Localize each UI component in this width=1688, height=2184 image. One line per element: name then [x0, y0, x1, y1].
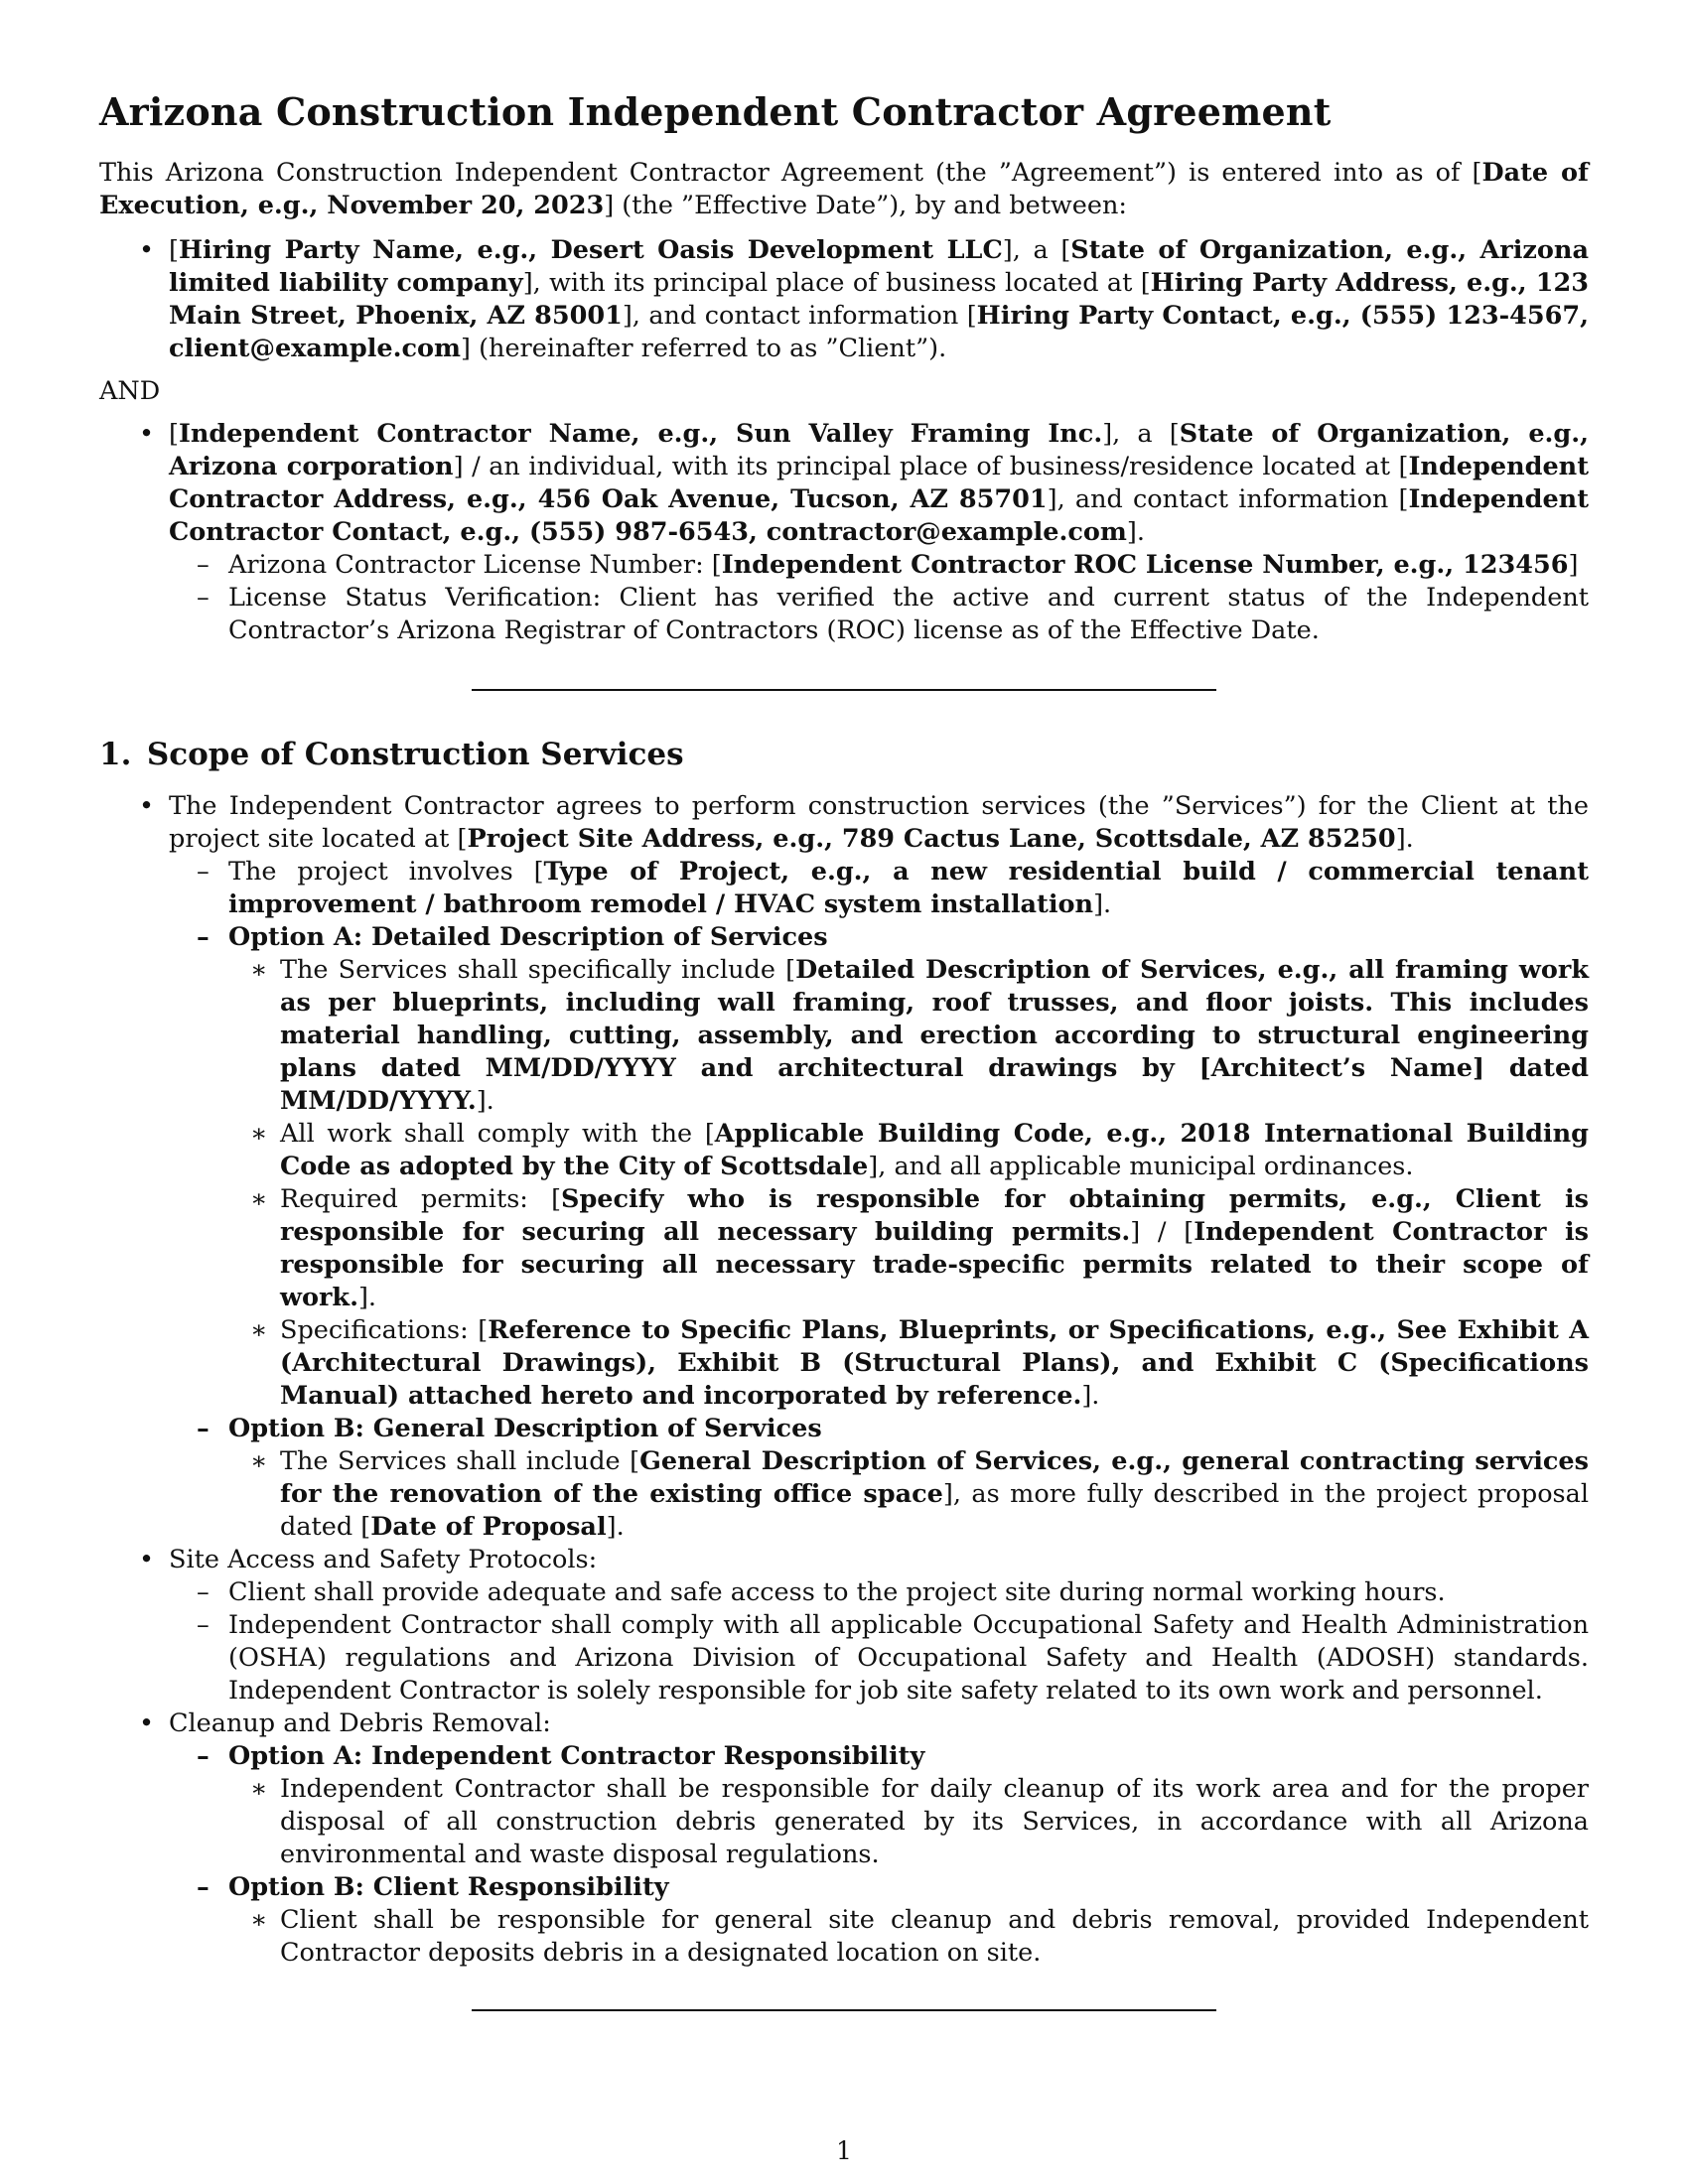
- option-b-item: [197, 1413, 1589, 1445]
- building-code-placeholder: Applicable Building Code, e.g., 2018 International Building Code as adopted by the City of Scottsdale: [280, 1119, 1589, 1181]
- bullet-icon: •: [139, 1545, 155, 1574]
- bullet-icon: •: [139, 1708, 155, 1738]
- intro-paragraph: This Arizona Construction Independent Contractor Agreement (the ”Agreement”) is entered into as of [Date of Execution, e.g., November 20, 2023] (the ”Effective Date”), by and between:: [99, 158, 1589, 220]
- dash-icon: –: [197, 583, 210, 613]
- cleanup-option-b-label: Option B: Client Responsibility: [228, 1872, 669, 1902]
- contractor-party-item: • [Independent Contractor Name, e.g., Sun Valley Framing Inc.], a [State of Organization, e.g., Arizona corporation] / an individual, with its principal place of business/residence located at [Independent Contractor Address, e.g., 456 Oak Avenue, Tucson, AZ 85701], and contact information [Independent Contractor Contact, e.g., (555) 987-6543, contractor@example.com].: [139, 419, 1590, 547]
- services-site-item: • The Independent Contractor agrees to perform construction services (the ”Services”) for the Client at the project site located at [Project Site Address, e.g., 789 Cactus Lane, Scottsdale, AZ 85250].: [139, 791, 1589, 854]
- dash-icon: –: [197, 922, 210, 952]
- cleanup-option-b-text: ∗ Client shall be responsible for general site cleanup and debris removal, provided Independent Contractor deposits debris in a designated location on site.: [250, 1905, 1589, 1968]
- document-title: Arizona Construction Independent Contractor Agreement: [99, 89, 1332, 134]
- contractor-address-placeholder: Independent Contractor Address, e.g., 456 Oak Avenue, Tucson, AZ 85701: [169, 452, 1589, 514]
- permits-item: ∗ Required permits: [Specify who is responsible for obtaining permits, e.g., Client is responsible for securing all necessary building permits.] / [Independent Contractor is responsible for securing all necessary trade-specific permits related to their scope of work.].: [250, 1184, 1589, 1312]
- horizontal-divider: [472, 689, 1216, 691]
- horizontal-divider: [472, 2009, 1216, 2011]
- specifications-item: ∗ Specifications: [Reference to Specific Plans, Blueprints, or Specifications, e.g., See Exhibit A (Architectural Drawings), Exhibit B (Structural Plans), and Exhibit C (Specifications Manual) attached hereto and incorporated by reference.].: [250, 1315, 1589, 1411]
- contractor-state-placeholder: State of Organization, e.g., Arizona corporation: [169, 419, 1590, 481]
- permits-client-placeholder: Specify who is responsible for obtaining permits, e.g., Client is responsible for securing all necessary building permits.: [280, 1184, 1589, 1247]
- client-state-placeholder: State of Organization, e.g., Arizona limited liability company: [169, 235, 1589, 298]
- detailed-description-item: ∗ The Services shall specifically include [Detailed Description of Services, e.g., all framing work as per blueprints, including wall framing, roof trusses, and floor joists. This includes material handling, cutting, assembly, and erection according to structural engineering plans dated MM/DD/YYYY and architectural drawings by [Architect’s Name] dated MM/DD/YYYY.].: [250, 955, 1589, 1116]
- asterisk-icon: ∗: [250, 1184, 268, 1214]
- dash-icon: –: [197, 1872, 210, 1902]
- project-type-placeholder: Type of Project, e.g., a new residential build / commercial tenant improvement / bathroom remodel / HVAC system installation: [228, 857, 1589, 919]
- general-description-item: ∗ The Services shall include [General Description of Services, e.g., general contracting services for the renovation of the existing office space], as more fully described in the project proposal dated [Date of Proposal].: [250, 1446, 1589, 1542]
- permits-contractor-placeholder: Independent Contractor is responsible for securing all necessary trade-specific permits related to their scope of work.: [280, 1217, 1589, 1312]
- project-type-item: – The project involves [Type of Project, e.g., a new residential build / commercial tenant improvement / bathroom remodel / HVAC system installation].: [197, 857, 1589, 919]
- specifications-placeholder: Reference to Specific Plans, Blueprints, or Specifications, e.g., See Exhibit A (Architectural Drawings), Exhibit B (Structural Plans), and Exhibit C (Specifications Manual) attached hereto and incorporated by reference.: [280, 1315, 1589, 1411]
- and-separator: AND: [99, 376, 161, 406]
- general-description-placeholder: General Description of Services, e.g., general contracting services for the renovation of the existing office space: [280, 1446, 1589, 1509]
- asterisk-icon: ∗: [250, 1315, 268, 1345]
- dash-icon: –: [197, 1577, 210, 1607]
- site-address-placeholder: Project Site Address, e.g., 789 Cactus Lane, Scottsdale, AZ 85250: [467, 824, 1396, 854]
- license-verification-item: – License Status Verification: Client has verified the active and current status of the Independent Contractor’s Arizona Registrar of Contractors (ROC) license as of the Effective Date.: [197, 583, 1589, 645]
- client-address-placeholder: Hiring Party Address, e.g., 123 Main Street, Phoenix, AZ 85001: [169, 268, 1590, 331]
- asterisk-icon: ∗: [250, 1119, 268, 1149]
- building-code-item: ∗ All work shall comply with the [Applicable Building Code, e.g., 2018 International Building Code as adopted by the City of Scottsdale], and all applicable municipal ordinances.: [250, 1119, 1589, 1181]
- page-number: 1: [836, 2136, 852, 2165]
- dash-icon: –: [197, 1414, 210, 1443]
- dash-icon: –: [197, 857, 210, 887]
- detailed-description-placeholder: Detailed Description of Services, e.g., all framing work as per blueprints, including wall framing, roof trusses, and floor joists. This includes material handling, cutting, assembly, and erection according to structural engineering plans dated MM/DD/YYYY and architectural drawings by [Architect’s Name] dated MM/DD/YYYY.: [280, 955, 1589, 1116]
- client-contact-placeholder: Hiring Party Contact, e.g., (555) 123-4567, client@example.com: [169, 301, 1589, 363]
- site-access-text: – Client shall provide adequate and safe access to the project site during normal working hours.: [197, 1577, 1446, 1607]
- cleanup-option-a-text: ∗ Independent Contractor shall be responsible for daily cleanup of its work area and for the proper disposal of all construction debris generated by its Services, in accordance with all Arizona environmental and waste disposal regulations.: [250, 1774, 1589, 1869]
- dash-icon: –: [197, 1741, 210, 1771]
- dash-icon: –: [197, 550, 210, 580]
- site-access-item: • Site Access and Safety Protocols:: [139, 1545, 598, 1574]
- contractor-name-placeholder: Independent Contractor Name, e.g., Sun Valley Framing Inc.: [178, 419, 1103, 449]
- asterisk-icon: ∗: [250, 1774, 268, 1804]
- cleanup-option-b-item: [197, 1871, 1589, 1904]
- client-name-placeholder: Hiring Party Name, e.g., Desert Oasis Development LLC: [178, 235, 1003, 265]
- option-b-label: Option B: General Description of Services: [228, 1414, 822, 1443]
- bullet-icon: •: [139, 235, 155, 265]
- date-placeholder: Date of Execution, e.g., November 20, 2023: [99, 158, 1589, 220]
- asterisk-icon: ∗: [250, 1905, 268, 1935]
- cleanup-option-a-item: [197, 1740, 1589, 1773]
- bullet-icon: •: [139, 791, 155, 821]
- cleanup-item: • Cleanup and Debris Removal:: [139, 1708, 551, 1738]
- dash-icon: –: [197, 1610, 210, 1640]
- osha-compliance-text: – Independent Contractor shall comply with all applicable Occupational Safety and Health Administration (OSHA) regulations and Arizona Division of Occupational Safety and Health (ADOSH) standards. Independent Contractor is solely responsible for job site safety related to its own work and personnel.: [197, 1610, 1589, 1706]
- option-a-item: [197, 921, 1589, 954]
- license-number-item: – Arizona Contractor License Number: [Independent Contractor ROC License Number, e.g., 123456]: [197, 550, 1579, 580]
- document-page: [99, 0, 1589, 2184]
- client-party-item: • [Hiring Party Name, e.g., Desert Oasis Development LLC], a [State of Organization, e.g., Arizona limited liability company], with its principal place of business located at [Hiring Party Address, e.g., 123 Main Street, Phoenix, AZ 85001], and contact information [Hiring Party Contact, e.g., (555) 123-4567, client@example.com] (hereinafter referred to as ”Client”).: [139, 235, 1590, 363]
- section-1-heading: 1. Scope of Construction Services: [99, 737, 684, 772]
- asterisk-icon: ∗: [250, 1446, 268, 1476]
- bullet-icon: •: [139, 419, 155, 449]
- contractor-contact-placeholder: Independent Contractor Contact, e.g., (555) 987-6543, contractor@example.com: [169, 484, 1589, 547]
- cleanup-option-a-label: Option A: Independent Contractor Responsibility: [228, 1741, 925, 1771]
- asterisk-icon: ∗: [250, 955, 268, 985]
- proposal-date-placeholder: Date of Proposal: [370, 1512, 607, 1542]
- option-a-label: Option A: Detailed Description of Services: [228, 922, 828, 952]
- license-number-placeholder: Independent Contractor ROC License Number, e.g., 123456: [721, 550, 1569, 580]
